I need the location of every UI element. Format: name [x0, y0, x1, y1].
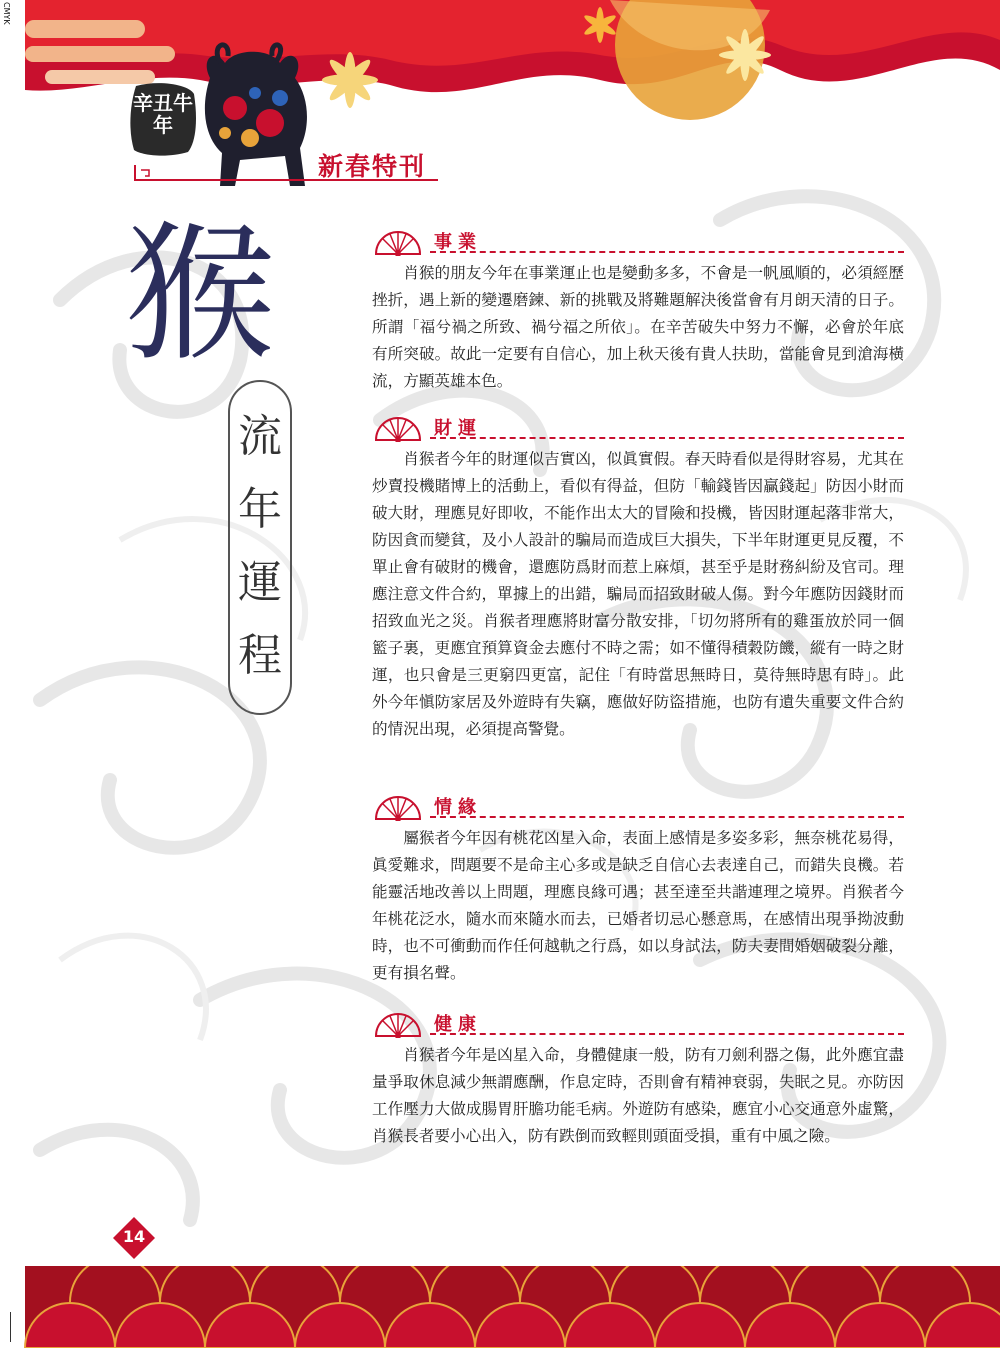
fan-icon: [372, 795, 424, 821]
cmyk-print-mark: CMYK: [2, 2, 11, 25]
fan-icon: [372, 230, 424, 256]
dashed-divider: [430, 437, 904, 439]
special-issue-title: 新春特刊: [318, 152, 427, 181]
crop-mark: [10, 1312, 11, 1342]
bottom-wave-border: [0, 1262, 1000, 1348]
section-health: [372, 1010, 904, 1150]
subtitle-char: 程: [238, 630, 282, 681]
section-title: 事業: [434, 232, 482, 253]
annual-fortune-subtitle: [228, 400, 292, 692]
section-body: 肖猴的朋友今年在事業運止也是變動多多，不會是一帆風順的，必須經歷挫折，遇上新的變遷磨鍊、新的挑戰及將難題解決後當會有月朗天清的日子。所謂「福兮禍之所致、禍兮福之所依」。在辛苦破失中努力不懈，必會於年底有所突破。故此一定要有自信心，加上秋天後有貴人扶助，當能會見到滄海橫流，方顯英雄本色。: [372, 264, 904, 390]
fan-icon: [372, 416, 424, 442]
zodiac-character: 猴: [125, 208, 276, 382]
section-romance: [372, 793, 904, 987]
fan-icon: [372, 1012, 424, 1038]
section-body: 肖猴者今年是凶星入命，身體健康一般，防有刀劍利器之傷，此外應宜盡量爭取休息減少無謂應酬，作息定時，否則會有精神衰弱，失眠之見。亦防因工作壓力大做成腸胃肝膽功能毛病。外遊防有感染，應宜小心交通意外虛驚，肖猴長者要小心出入，防有跌倒而致輕則頭面受損，重有中風之險。: [372, 1046, 904, 1145]
section-body: 屬猴者今年因有桃花凶星入命，表面上感情是多姿多彩，無奈桃花易得，眞愛難求，問題要不是命主心多或是缺乏自信心去表達自己，而錯失良機。若能靈活地改善以上問題，理應良緣可遇；甚至達至共諧連理之境界。肖猴者今年桃花泛水，隨水而來隨水而去，已婚者切忌心懸意馬，在感情出現爭拗波動時，也不可衝動而作任何越軌之行爲，如以身試法，防夫妻間婚姻破裂分離，更有損名聲。: [372, 829, 904, 982]
dashed-divider: [430, 251, 904, 253]
section-header: [372, 414, 904, 446]
page-number: 14: [122, 1227, 146, 1246]
subtitle-char: 流: [238, 411, 282, 462]
seal-text: 辛丑牛年: [133, 91, 193, 137]
section-header: [372, 1010, 904, 1042]
section-career: [372, 228, 904, 395]
dashed-divider: [430, 1033, 904, 1035]
subtitle-char: 年: [238, 484, 282, 535]
section-header: [372, 793, 904, 825]
section-title: 健康: [434, 1014, 482, 1035]
dashed-divider: [430, 816, 904, 818]
section-title: 情緣: [434, 797, 482, 818]
subtitle-char: 運: [238, 557, 282, 608]
section-header: [372, 228, 904, 260]
section-wealth: [372, 414, 904, 743]
section-title: 財運: [434, 418, 482, 439]
section-body: 肖猴者今年的財運似吉實凶，似眞實假。春天時看似是得財容易，尤其在炒賣投機賭博上的活動上，看似有得益，但防「輸錢皆因贏錢起」防因小財而破大財，理應見好即收，不能作出太大的冒險和投機，皆因財運起落非常大，防因貪而變貧，及小人設計的騙局而造成巨大損失，下半年財運更見反覆，不單止會有破財的機會，還應防爲財而惹上麻煩，甚至乎是財務糾紛及官司。理應注意文件合約，單據上的出錯，騙局而招致財破人傷。對今年應防因錢財而招致血光之災。肖猴者理應將財富分散安排，「切勿將所有的雞蛋放於同一個籃子裏，更應宜預算資金去應付不時之需；如不懂得積穀防饑，縱有一時之財運，也只會是三更窮四更富，記住「有時當思無時日，莫待無時思有時」。此外今年愼防家居及外遊時有失竊，應做好防盜措施，也防有遺失重要文件合約的情況出現，必須提高警覺。: [372, 450, 904, 738]
